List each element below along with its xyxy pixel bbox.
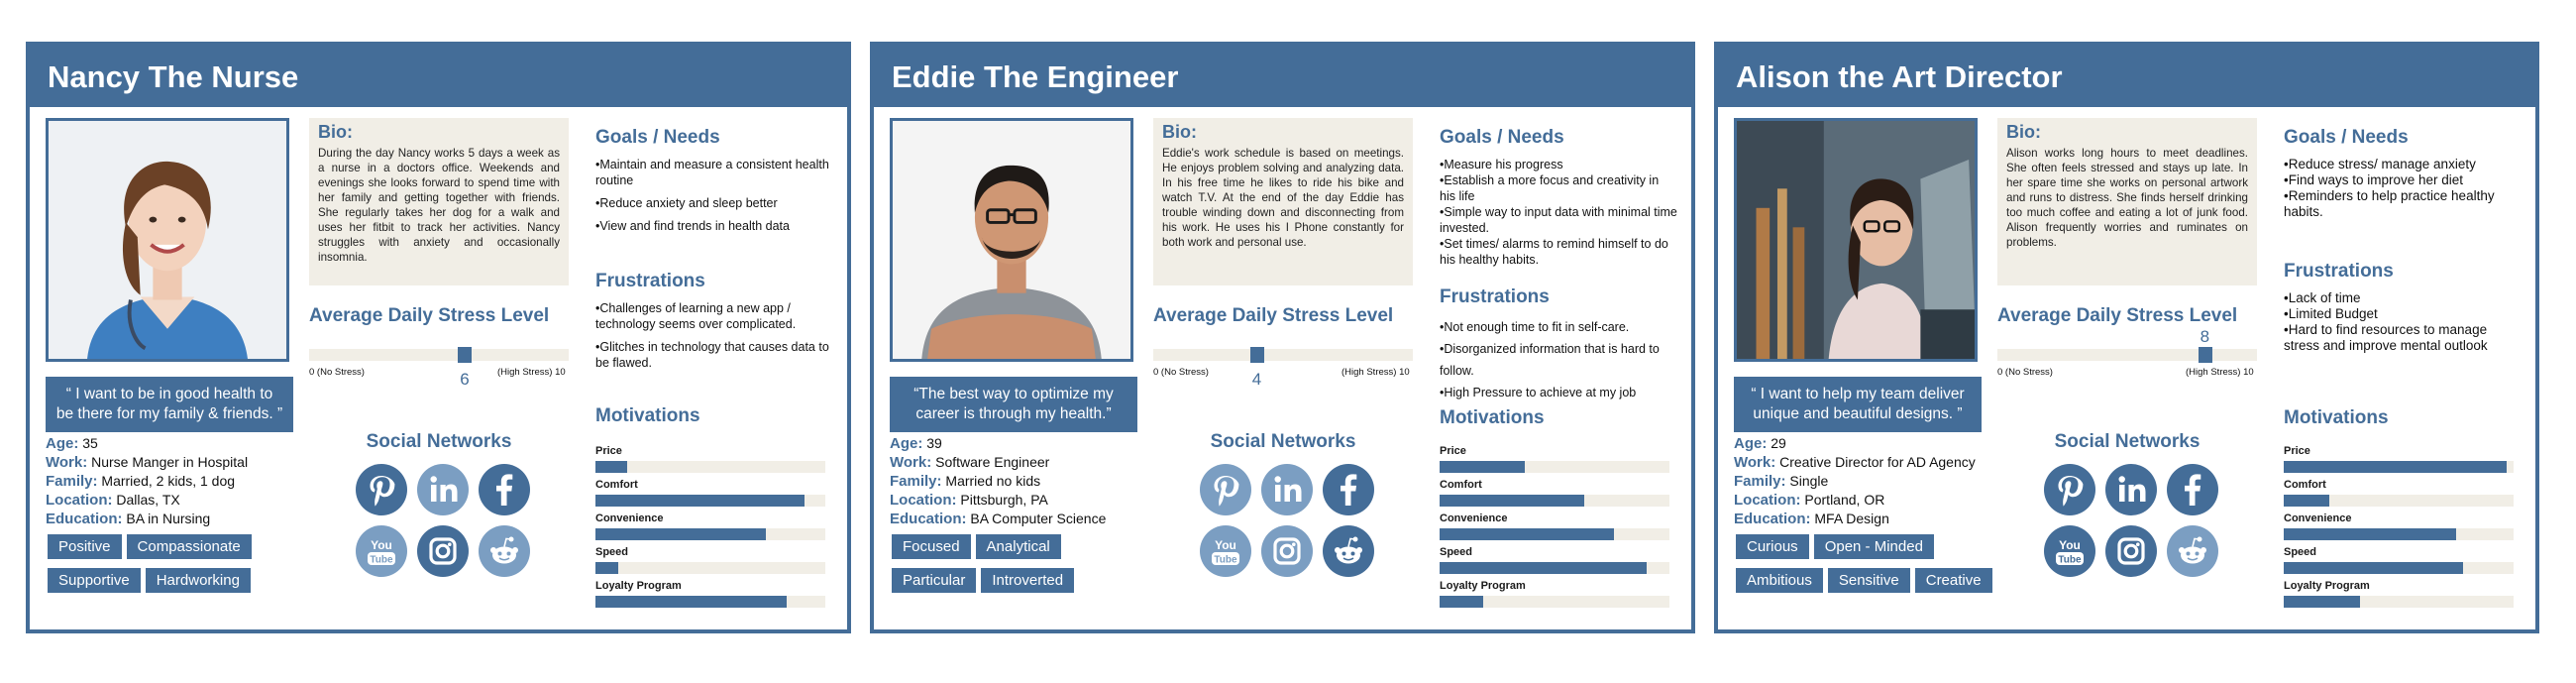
bio-title: Bio: <box>318 122 353 142</box>
bio-title: Bio: <box>2006 122 2041 142</box>
trait-tag: Compassionate <box>127 534 252 559</box>
motivation-bar <box>2284 461 2514 473</box>
motivations-title-wrap <box>1440 407 1677 437</box>
frustration-item: •Glitches in technology that causes data to be flawed. <box>595 340 829 370</box>
frustrations-section <box>2284 261 2522 354</box>
motivations-title: Motivations <box>595 405 700 426</box>
frustration-item: •Disorganized information that is hard to follow. <box>1440 342 1660 378</box>
stress-max-label: (High Stress) 10 <box>1342 367 1410 378</box>
motivations-bars <box>2284 445 2514 614</box>
facebook-icon[interactable] <box>2167 464 2218 515</box>
trait-tag: Curious <box>1736 534 1809 559</box>
pinterest-icon[interactable] <box>2044 464 2095 515</box>
goals-title: Goals / Needs <box>1440 127 1564 148</box>
detail-work: Work: Creative Director for AD Agency <box>1734 454 1976 471</box>
motivation-bar <box>1440 596 1669 608</box>
trait-tag: Ambitious <box>1736 568 1823 593</box>
persona-details <box>1734 434 2001 528</box>
detail-family: Family: Single <box>1734 473 1829 490</box>
youtube-icon[interactable] <box>356 525 407 577</box>
social-title: Social Networks <box>1210 431 1356 452</box>
trait-tag: Positive <box>48 534 122 559</box>
frustration-item: •Limited Budget <box>2284 306 2378 321</box>
detail-location: Location: Pittsburgh, PA <box>890 492 1048 509</box>
trait-tags <box>892 534 1159 602</box>
art-director-portrait-image <box>1737 121 1975 359</box>
motivations-title: Motivations <box>1440 407 1545 428</box>
goal-item: •Find ways to improve her diet <box>2284 172 2464 187</box>
motivation-label: Loyalty Program <box>1440 580 1526 592</box>
motivation-bar <box>595 461 825 473</box>
detail-work: Work: Software Engineer <box>890 454 1050 471</box>
pinterest-icon[interactable] <box>356 464 407 515</box>
persona-name: Nancy The Nurse <box>30 46 847 107</box>
instagram-icon[interactable] <box>1261 525 1313 577</box>
svg-text:Tube: Tube <box>1214 554 1237 566</box>
detail-family: Family: Married no kids <box>890 473 1041 490</box>
goal-item: •Simple way to input data with minimal time invested. <box>1440 205 1677 235</box>
motivation-label: Speed <box>2284 546 2317 558</box>
frustrations-section <box>595 271 833 378</box>
stress-bar <box>1153 349 1413 361</box>
youtube-icon[interactable] <box>2044 525 2095 577</box>
goal-item: •Maintain and measure a consistent health routine <box>595 158 829 187</box>
persona-quote: “ I want to help my team deliver unique and beautiful designs. ” <box>1734 377 1982 432</box>
frustration-item: •Not enough time to fit in self-care. <box>1440 320 1630 334</box>
stress-title: Average Daily Stress Level <box>1153 305 1394 326</box>
goal-item: •Reduce stress/ manage anxiety <box>2284 157 2476 171</box>
motivation-label: Speed <box>1440 546 1473 558</box>
detail-work: Work: Nurse Manger in Hospital <box>46 454 249 471</box>
svg-text:Tube: Tube <box>370 554 393 566</box>
stress-title: Average Daily Stress Level <box>1997 305 2238 326</box>
motivation-bar <box>1440 461 1669 473</box>
motivation-label: Price <box>595 445 622 457</box>
trait-tag: Creative <box>1915 568 1992 593</box>
motivation-bar <box>2284 495 2514 507</box>
linkedin-icon[interactable] <box>1261 464 1313 515</box>
motivation-bar <box>595 562 825 574</box>
trait-tag: Introverted <box>981 568 1074 593</box>
motivation-bar <box>1440 562 1669 574</box>
stress-min-label: 0 (No Stress) <box>1153 367 1209 378</box>
persona-card-eddie <box>870 42 1695 633</box>
stress-min-label: 0 (No Stress) <box>1997 367 2053 378</box>
persona-card-nancy <box>26 42 851 633</box>
nurse-portrait-image <box>49 121 286 359</box>
persona-quote: “ I want to be in good health to be there for my family & friends. ” <box>46 377 293 432</box>
goals-section <box>595 127 833 241</box>
detail-family: Family: Married, 2 kids, 1 dog <box>46 473 236 490</box>
motivation-label: Convenience <box>2284 512 2352 524</box>
motivation-bar <box>595 596 825 608</box>
goal-item: •Measure his progress <box>1440 158 1563 171</box>
detail-location: Location: Portland, OR <box>1734 492 1885 509</box>
motivation-bar <box>595 495 825 507</box>
trait-tags <box>48 534 315 602</box>
detail-education: Education: BA Computer Science <box>890 511 1107 527</box>
engineer-portrait-image <box>893 121 1130 359</box>
frustration-item: •Hard to find resources to manage stress and improve mental outlook <box>2284 322 2488 353</box>
facebook-icon[interactable] <box>1323 464 1374 515</box>
stress-min-label: 0 (No Stress) <box>309 367 365 378</box>
goals-title: Goals / Needs <box>2284 127 2409 148</box>
bio-panel <box>1153 118 1413 285</box>
motivation-label: Price <box>1440 445 1466 457</box>
motivation-bar <box>1440 528 1669 540</box>
trait-tag: Particular <box>892 568 976 593</box>
reddit-icon[interactable] <box>479 525 530 577</box>
frustrations-section <box>1440 286 1677 403</box>
detail-education: Education: MFA Design <box>1734 511 1889 527</box>
frustrations-title: Frustrations <box>2284 261 2394 282</box>
motivation-label: Convenience <box>1440 512 1508 524</box>
social-title: Social Networks <box>2054 431 2200 452</box>
motivation-label: Speed <box>595 546 629 558</box>
frustration-item: •Challenges of learning a new app / technology seems over complicated. <box>595 301 797 331</box>
frustration-item: •Lack of time <box>2284 290 2361 305</box>
motivation-bar <box>595 528 825 540</box>
persona-name: Eddie The Engineer <box>874 46 1691 107</box>
goal-item: •Set times/ alarms to remind himself to do his healthy habits. <box>1440 237 1668 267</box>
reddit-icon[interactable] <box>1323 525 1374 577</box>
bio-text: Eddie's work schedule is based on meetings. He enjoys problem solving and analyzing data. In his free time he likes to ride his bike and watch T.V. At the end of the day Eddie has trouble winding down and disconnecting from his work. He uses his I Phone constantly for both work and personal use. <box>1162 147 1404 249</box>
detail-age: Age: 29 <box>1734 435 1786 452</box>
goal-item: •Establish a more focus and creativity in his life <box>1440 173 1660 203</box>
stress-value: 8 <box>2200 327 2210 346</box>
stress-title: Average Daily Stress Level <box>309 305 550 326</box>
motivations-title: Motivations <box>2284 407 2389 428</box>
motivation-label: Comfort <box>2284 479 2326 491</box>
motivation-label: Loyalty Program <box>2284 580 2370 592</box>
detail-age: Age: 35 <box>46 435 98 452</box>
motivations-title-wrap <box>2284 407 2522 437</box>
motivations-title-wrap <box>595 405 833 435</box>
svg-text:Tube: Tube <box>2058 554 2082 566</box>
persona-quote: “The best way to optimize my career is through my health.” <box>890 377 1137 432</box>
bio-title: Bio: <box>1162 122 1197 142</box>
motivations-bars <box>595 445 825 614</box>
instagram-icon[interactable] <box>2105 525 2157 577</box>
youtube-icon[interactable] <box>1200 525 1251 577</box>
persona-photo <box>1734 118 1978 362</box>
goals-section <box>2284 127 2522 220</box>
motivation-bar <box>1440 495 1669 507</box>
persona-name: Alison the Art Director <box>1718 46 2535 107</box>
trait-tags <box>1736 534 2003 602</box>
bio-text: During the day Nancy works 5 days a week as a nurse in a doctors office. Weekends and evenings she looks forward to spend time with her family and getting together with friends. She regularly takes her dog for a walk and uses her fitbit to track her activities. Nancy struggles with anxiety and occasionally insomnia. <box>318 147 560 264</box>
stress-value: 4 <box>1251 370 1262 389</box>
motivation-label: Comfort <box>595 479 638 491</box>
stress-marker <box>2199 347 2212 363</box>
goals-title: Goals / Needs <box>595 127 720 148</box>
stress-marker <box>458 347 472 363</box>
instagram-icon[interactable] <box>417 525 469 577</box>
motivation-label: Comfort <box>1440 479 1482 491</box>
stress-bar <box>309 349 569 361</box>
motivation-label: Convenience <box>595 512 664 524</box>
detail-education: Education: BA in Nursing <box>46 511 211 527</box>
frustration-item: •High Pressure to achieve at my job <box>1440 386 1637 399</box>
motivations-bars <box>1440 445 1669 614</box>
bio-text: Alison works long hours to meet deadlines. She often feels stressed and stays up late. In her spare time she works on personal artwork and runs to distress. She finds herself drinking too much coffee and eating a lot of junk food. Alison frequently worries and ruminates on problems. <box>2006 147 2248 249</box>
persona-photo <box>890 118 1133 362</box>
trait-tag: Hardworking <box>146 568 251 593</box>
stress-max-label: (High Stress) 10 <box>497 367 566 378</box>
stress-bar <box>1997 349 2257 361</box>
frustrations-title: Frustrations <box>1440 286 1550 307</box>
motivation-label: Loyalty Program <box>595 580 682 592</box>
persona-details <box>890 434 1157 528</box>
motivation-bar <box>2284 528 2514 540</box>
stress-marker <box>1250 347 1264 363</box>
stress-value: 6 <box>460 370 470 389</box>
social-title: Social Networks <box>366 431 512 452</box>
persona-details <box>46 434 313 528</box>
motivation-bar <box>2284 562 2514 574</box>
motivation-label: Price <box>2284 445 2310 457</box>
bio-panel <box>309 118 569 285</box>
goal-item: •Reduce anxiety and sleep better <box>595 196 778 210</box>
trait-tag: Supportive <box>48 568 141 593</box>
detail-age: Age: 39 <box>890 435 942 452</box>
trait-tag: Sensitive <box>1828 568 1910 593</box>
svg-text:You: You <box>371 538 392 552</box>
detail-location: Location: Dallas, TX <box>46 492 180 509</box>
bio-panel <box>1997 118 2257 285</box>
reddit-icon[interactable] <box>2167 525 2218 577</box>
goal-item: •Reminders to help practice healthy habits. <box>2284 188 2495 219</box>
trait-tag: Focused <box>892 534 971 559</box>
svg-text:You: You <box>1215 538 1236 552</box>
persona-photo <box>46 118 289 362</box>
linkedin-icon[interactable] <box>417 464 469 515</box>
goal-item: •View and find trends in health data <box>595 219 790 233</box>
goals-section <box>1440 127 1677 268</box>
svg-text:You: You <box>2059 538 2081 552</box>
motivation-bar <box>2284 596 2514 608</box>
facebook-icon[interactable] <box>479 464 530 515</box>
persona-card-alison <box>1714 42 2539 633</box>
trait-tag: Open - Minded <box>1814 534 1934 559</box>
linkedin-icon[interactable] <box>2105 464 2157 515</box>
stress-max-label: (High Stress) 10 <box>2186 367 2254 378</box>
frustrations-title: Frustrations <box>595 271 705 291</box>
pinterest-icon[interactable] <box>1200 464 1251 515</box>
trait-tag: Analytical <box>976 534 1061 559</box>
